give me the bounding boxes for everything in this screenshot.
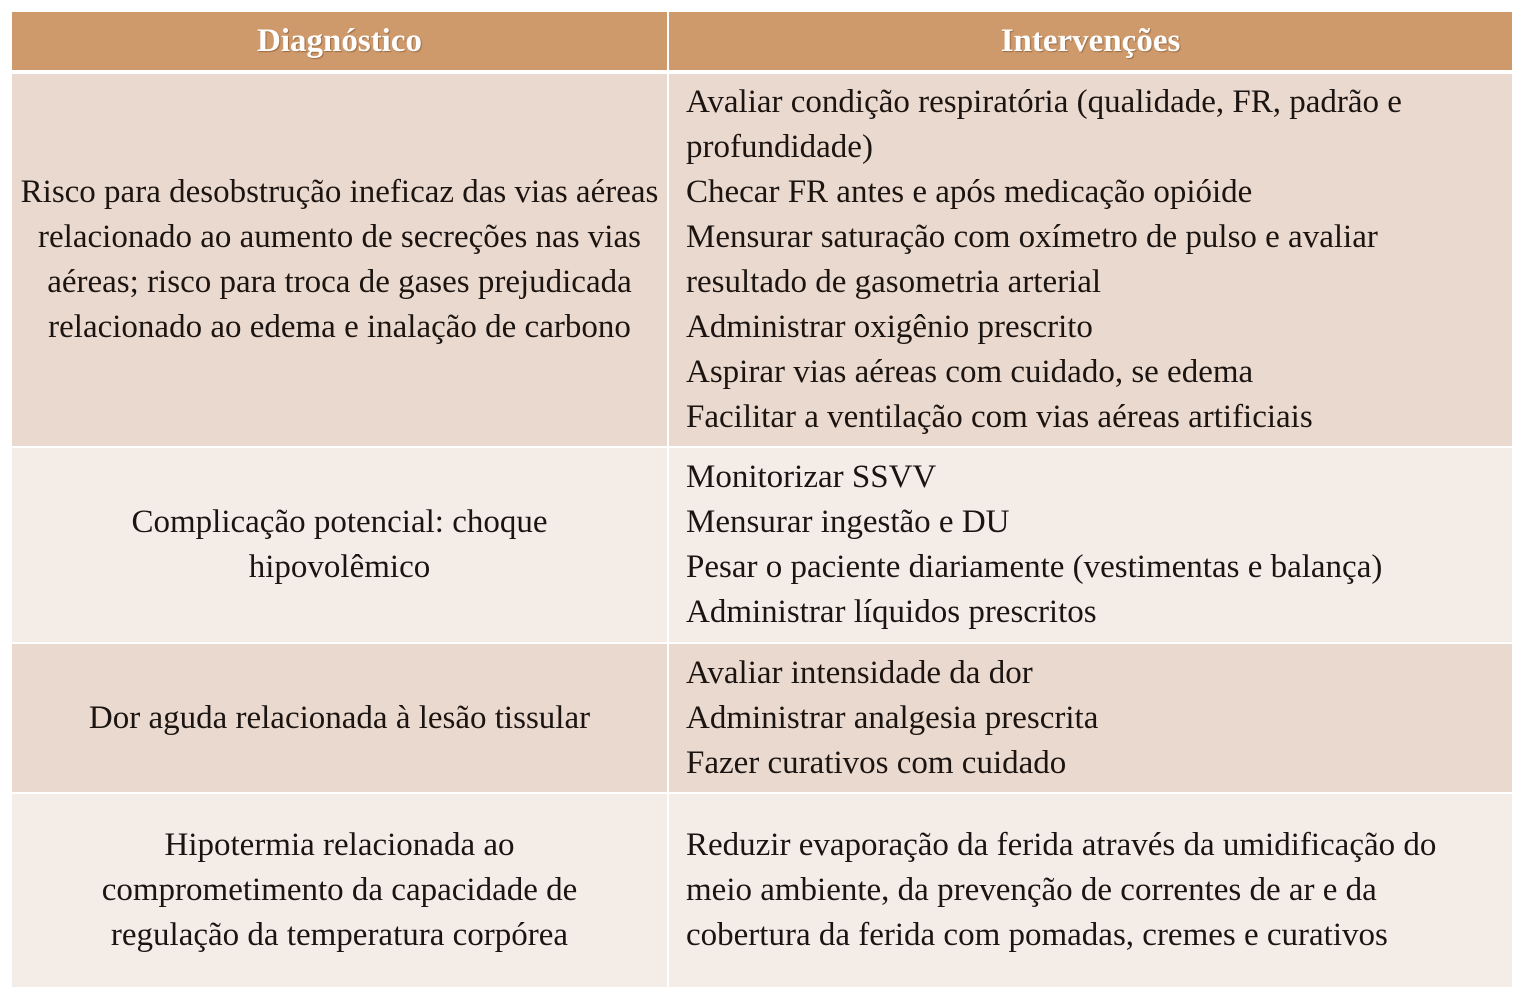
intervention-item: Mensurar saturação com oxímetro de pulso e avaliar resultado de gasometria arterial bbox=[686, 219, 1378, 300]
diagnosis-cell: Risco para desobstrução ineficaz das vias aéreas relacionado ao aumento de secreções nas vias aéreas; risco para troca de gases prejudicada relacionado ao edema e inalação de carbono bbox=[12, 72, 668, 447]
table-row bbox=[12, 643, 1512, 793]
care-plan-table bbox=[12, 12, 1512, 987]
interventions-cell bbox=[668, 72, 1512, 447]
diagnosis-cell: Complicação potencial: choque hipovolêmico bbox=[12, 447, 668, 643]
interventions-cell bbox=[668, 643, 1512, 793]
intervention-item: Monitorizar SSVV bbox=[686, 459, 937, 495]
header-diagnosis: Diagnóstico bbox=[12, 12, 668, 72]
table-row bbox=[12, 793, 1512, 987]
intervention-item: Mensurar ingestão e DU bbox=[686, 504, 1010, 540]
intervention-item: Facilitar a ventilação com vias aéreas artificiais bbox=[686, 399, 1313, 435]
intervention-item: Administrar líquidos prescritos bbox=[686, 594, 1097, 630]
diagnosis-cell: Dor aguda relacionada à lesão tissular bbox=[12, 643, 668, 793]
interventions-cell bbox=[668, 447, 1512, 643]
intervention-item: Aspirar vias aéreas com cuidado, se edema bbox=[686, 354, 1254, 390]
table-row bbox=[12, 447, 1512, 643]
intervention-item: Avaliar condição respiratória (qualidade, FR, padrão e profundidade) bbox=[686, 84, 1402, 165]
interventions-cell bbox=[668, 793, 1512, 987]
intervention-item: Fazer curativos com cuidado bbox=[686, 744, 1067, 781]
header-row bbox=[12, 12, 1512, 72]
intervention-item: Reduzir evaporação da ferida através da umidificação do meio ambiente, da prevenção de correntes de ar e da cobertura da ferida com pomadas, cremes e curativos bbox=[686, 827, 1437, 953]
intervention-item: Pesar o paciente diariamente (vestimentas e balança) bbox=[686, 549, 1383, 585]
intervention-item: Avaliar intensidade da dor bbox=[686, 654, 1033, 691]
intervention-item: Administrar oxigênio prescrito bbox=[686, 309, 1093, 345]
diagnosis-cell: Hipotermia relacionada ao comprometimento da capacidade de regulação da temperatura corpórea bbox=[12, 793, 668, 987]
header-interventions: Intervenções bbox=[668, 12, 1512, 72]
intervention-item: Checar FR antes e após medicação opióide bbox=[686, 174, 1253, 210]
intervention-item: Administrar analgesia prescrita bbox=[686, 699, 1099, 736]
table-row bbox=[12, 72, 1512, 447]
